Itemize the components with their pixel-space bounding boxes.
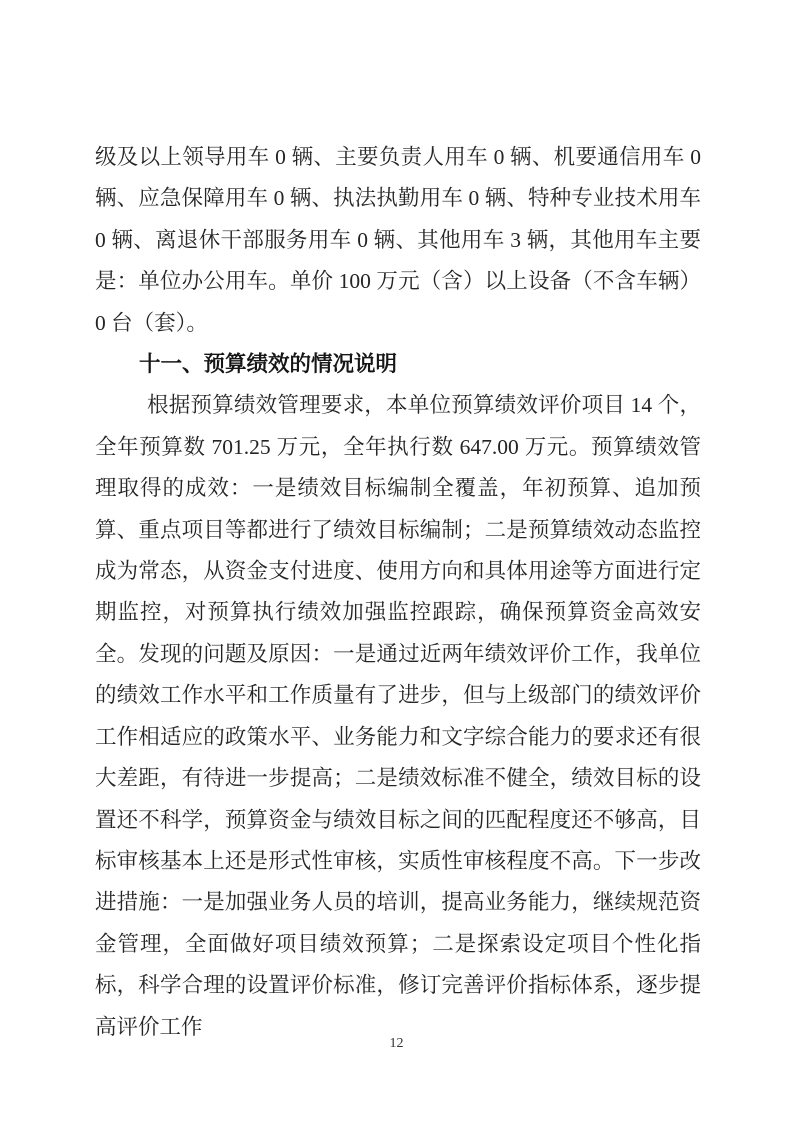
page-number: 12	[389, 1036, 404, 1051]
budget-performance-paragraph: 根据预算绩效管理要求，本单位预算绩效评价项目 14 个，全年预算数 701.25 万元，全年执行数 647.00 万元。预算绩效管理取得的成效：一是绩效目标编制全覆盖，年初预算、追加预算、重点项目等都进行了绩效目标编制；二是预算绩效动态监控成为常态，从资金支付进度、使用方向和具体用途等方面进行定期监控，对预算执行绩效加强监控跟踪，确保预算资金高效安全。发现的问题及原因：一是通过近两年绩效评价工作，我单位的绩效工作水平和工作质量有了进步，但与上级部门的绩效评价工作相适应的政策水平、业务能力和文字综合能力的要求还有很大差距，有待进一步提高；二是绩效标准不健全，绩效目标的设置还不科学，预算资金与绩效目标之间的匹配程度还不够高，目标审核基本上还是形式性审核，实质性审核程度不高。下一步改进措施：一是加强业务人员的培训，提高业务能力，继续规范资金管理，全面做好项目绩效预算；二是探索设定项目个性化指标，科学合理的设置评价标准，修订完善评价指标体系，逐步提高评价工作	[95, 393, 701, 1039]
page-content	[95, 137, 701, 1048]
vehicles-continuation-paragraph: 级及以上领导用车 0 辆、主要负责人用车 0 辆、机要通信用车 0 辆、应急保障用车 0 辆、执法执勤用车 0 辆、特种专业技术用车 0 辆、离退休干部服务用车 0 辆、其他用车 3 辆，其他用车主要是：单位办公用车。单价 100 万元（含）以上设备（不含车辆）0 台（套）。	[95, 145, 701, 335]
section-heading: 十一、预算绩效的情况说明	[139, 352, 398, 377]
